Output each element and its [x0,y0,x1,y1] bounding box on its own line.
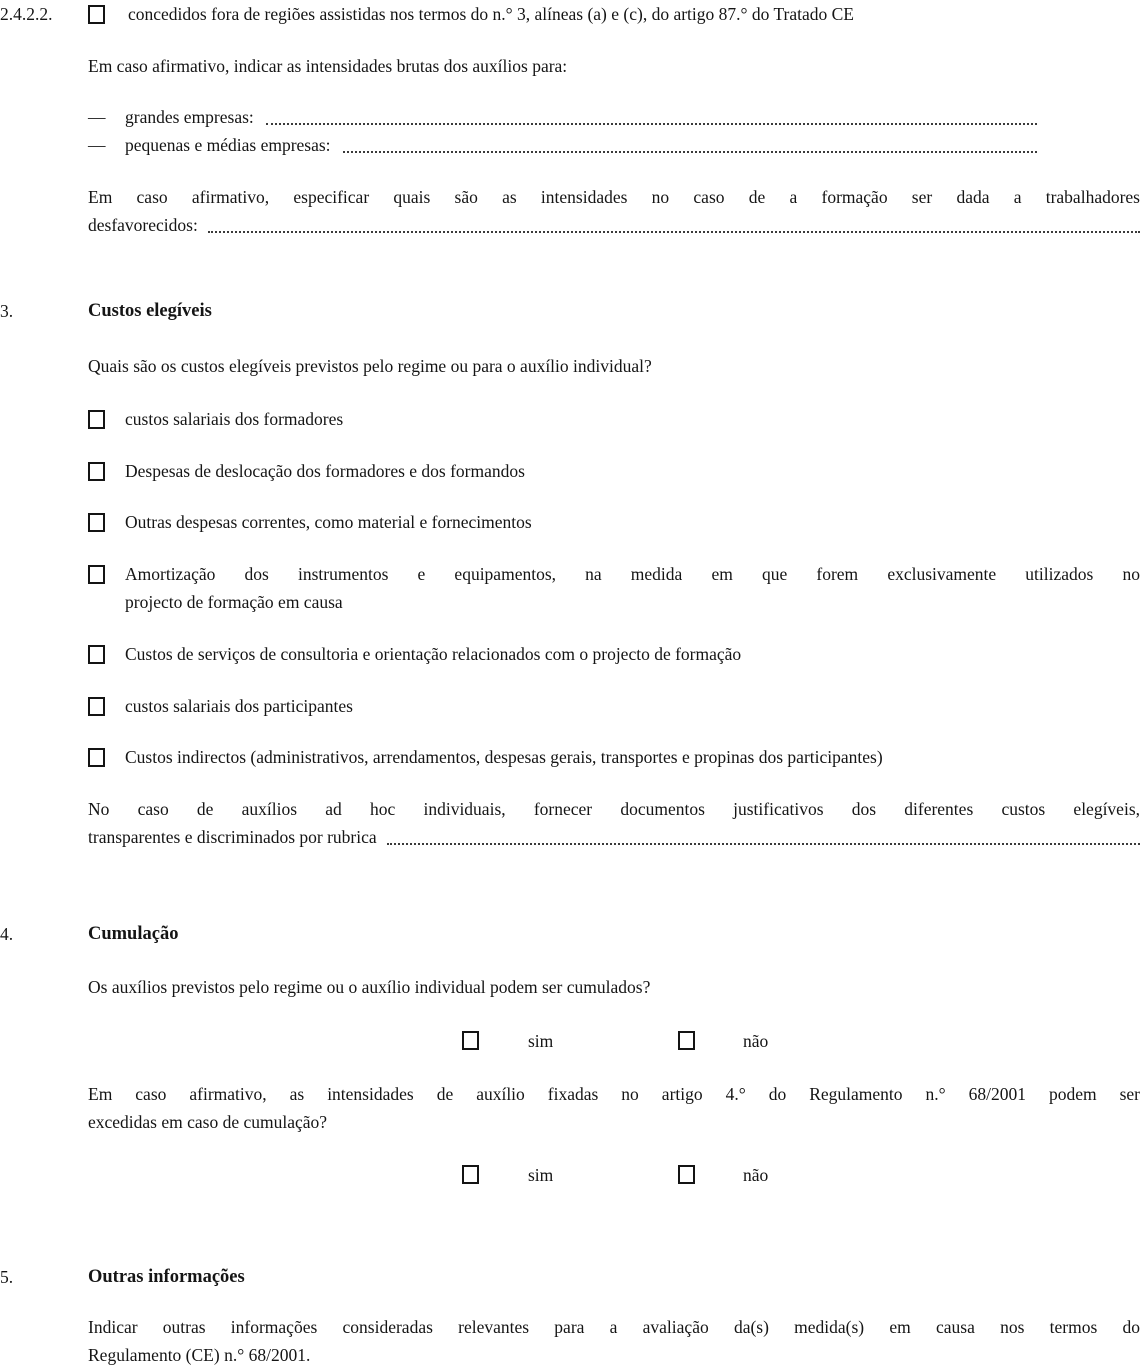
option-label: custos salariais dos participantes [125,696,353,716]
label-nao: não [743,1031,769,1051]
option-custos-consultoria [88,640,1140,668]
section-5-title: Outras informações [88,1267,245,1287]
checkbox-sim-1[interactable] [462,1031,479,1050]
question-excedidas [88,1080,1140,1136]
label-sim: sim [528,1165,554,1185]
paragraph-trabalhadores-desfavorecidos [88,183,1140,239]
checkbox-custos-salariais-formadores[interactable] [88,410,105,429]
field-pequenas-medias-label: pequenas e médias empresas: [125,135,331,155]
option-label: custos salariais dos formadores [125,409,344,429]
paragraph-line: Indicar outras informações consideradas relevantes para a avaliação da(s) medida(s) em causa nos termos do [88,1317,1140,1337]
label-nao: não [743,1165,769,1185]
checkbox-despesas-deslocacao[interactable] [88,462,105,481]
paragraph-outras-informacoes [88,1313,1140,1369]
dash-bullet: — [88,107,106,127]
paragraph-line: transparentes e discriminados por rubrica [88,827,377,847]
checkbox-custos-salariais-participantes[interactable] [88,697,105,716]
section-4-header [0,920,1140,948]
checkbox-custos-consultoria[interactable] [88,645,105,664]
field-grandes-empresas [88,103,1037,131]
section-3-title: Custos elegíveis [88,301,212,321]
fill-in-line-rubrica[interactable] [387,843,1140,845]
option-custos-salariais-formadores [88,405,1140,433]
fill-in-line-pequenas-medias[interactable] [343,151,1037,153]
field-grandes-empresas-label: grandes empresas: [125,107,254,127]
section-number: 3. [0,301,14,321]
section-2-4-2-2 [0,0,1140,28]
option-label-line: projecto de formação em causa [125,592,343,612]
fill-in-line-grandes-empresas[interactable] [266,123,1037,125]
paragraph-line: desfavorecidos: [88,215,198,235]
option-label: Outras despesas correntes, como material e fornecimentos [125,512,532,532]
checkbox-custos-indirectos[interactable] [88,748,105,767]
section-number: 2.4.2.2. [0,4,53,24]
fill-in-line-desfavorecidos[interactable] [208,231,1140,233]
field-pequenas-medias-empresas [88,131,1037,159]
checkbox-amortizacao[interactable] [88,565,105,584]
section-number: 5. [0,1267,14,1287]
section-5-header [0,1263,1140,1291]
checkbox-fora-regioes[interactable] [88,5,105,24]
checkbox-nao-1[interactable] [678,1031,695,1050]
option-label: Custos indirectos (administrativos, arrendamentos, despesas gerais, transportes e propinas dos participantes) [125,747,883,767]
paragraph-line: Em caso afirmativo, especificar quais são as intensidades no caso de a formação ser dada a trabalhadores [88,187,1140,207]
checkbox-nao-2[interactable] [678,1165,695,1184]
section-number: 4. [0,924,14,944]
paragraph-line: No caso de auxílios ad hoc individuais, fornecer documentos justificativos dos diferentes custos elegíveis, [88,799,1140,819]
option-fora-regioes-label: concedidos fora de regiões assistidas nos termos do n.° 3, alíneas (a) e (c), do artigo 87.° do Tratado CE [128,4,854,24]
option-label: Despesas de deslocação dos formadores e dos formandos [125,461,525,481]
yes-no-row-1 [88,1027,1140,1055]
question-custos-elegiveis: Quais são os custos elegíveis previstos pelo regime ou para o auxílio individual? [88,356,652,376]
intro-intensidades: Em caso afirmativo, indicar as intensidades brutas dos auxílios para: [88,56,568,76]
option-outras-despesas-correntes [88,508,1140,536]
option-despesas-deslocacao [88,457,1140,485]
section-3-header [0,297,1140,325]
option-custos-salariais-participantes [88,692,1140,720]
option-label: Custos de serviços de consultoria e orientação relacionados com o projecto de formação [125,644,742,664]
option-custos-indirectos [88,743,1140,771]
section-4-title: Cumulação [88,924,179,944]
option-amortizacao [88,560,1140,616]
checkbox-sim-2[interactable] [462,1165,479,1184]
checkbox-outras-despesas[interactable] [88,513,105,532]
question-cumulados: Os auxílios previstos pelo regime ou o auxílio individual podem ser cumulados? [88,977,651,997]
dash-bullet: — [88,135,106,155]
option-label-line: Amortização dos instrumentos e equipamentos, na medida em que forem exclusivamente utilizados no [125,564,1140,584]
paragraph-line: Regulamento (CE) n.° 68/2001. [88,1345,311,1365]
paragraph-line: Em caso afirmativo, as intensidades de auxílio fixadas no artigo 4.° do Regulamento n.° 68/2001 podem ser [88,1084,1140,1104]
paragraph-ad-hoc [88,795,1140,851]
label-sim: sim [528,1031,554,1051]
paragraph-line: excedidas em caso de cumulação? [88,1112,328,1132]
option-fora-regioes [88,0,1140,28]
yes-no-row-2 [88,1161,1140,1189]
